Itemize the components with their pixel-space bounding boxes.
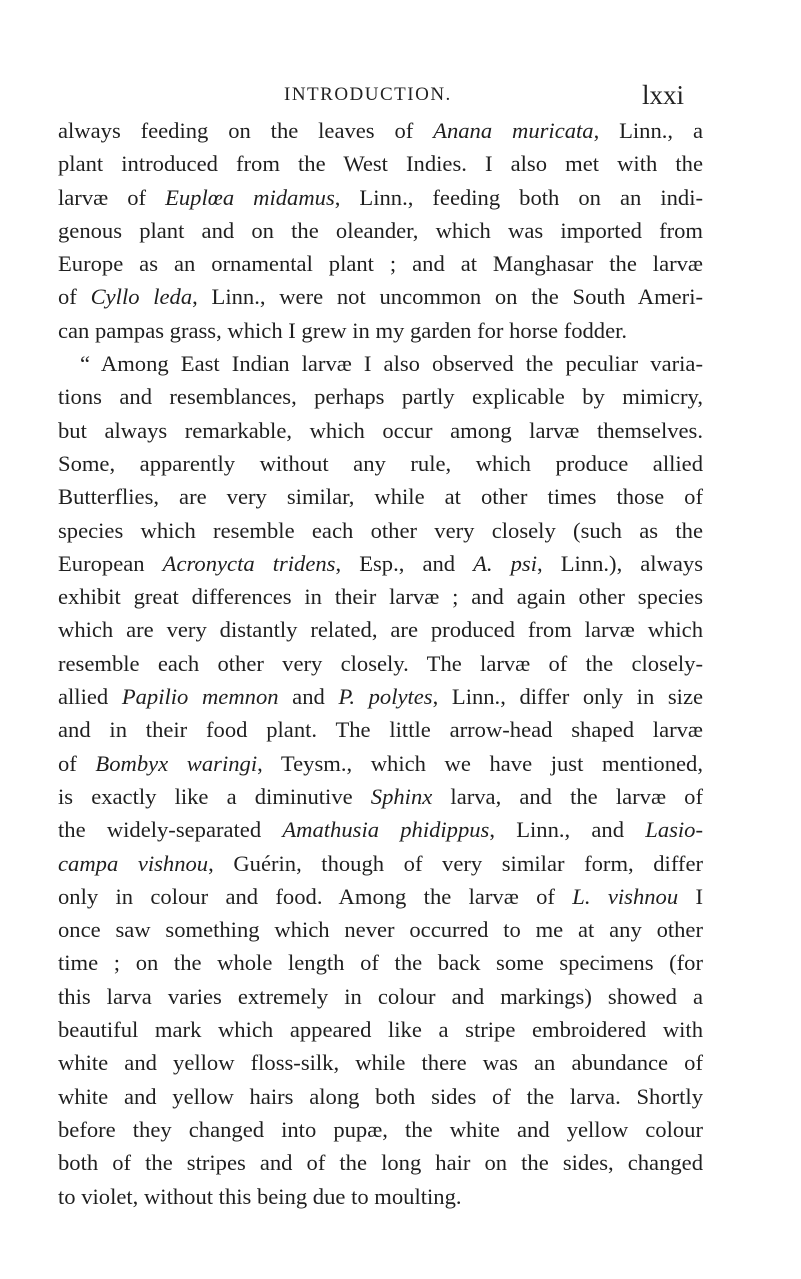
- italic-taxon-name: Euplœa midamus: [165, 184, 335, 210]
- text-run: plant introduced from the West Indies. I also met with the: [58, 151, 703, 177]
- text-run: I: [678, 883, 703, 909]
- text-line: [58, 514, 703, 547]
- text-line: [58, 713, 703, 746]
- text-run: exhibit great differences in their larvæ ; and again other species: [58, 584, 703, 610]
- text-line: [58, 946, 703, 979]
- text-line: [58, 813, 703, 846]
- italic-taxon-name: Anana muricata: [433, 118, 594, 143]
- text-run: , Linn., were not uncommon on the South Ameri-: [192, 284, 703, 310]
- text-line: [58, 214, 703, 247]
- italic-taxon-name: Cyllo leda: [90, 284, 193, 310]
- text-run: larvæ of: [58, 184, 166, 210]
- text-run: white and yellow floss-silk, while there was an abundance of: [58, 1050, 703, 1076]
- text-run: of: [58, 750, 96, 776]
- text-line: [58, 1180, 703, 1213]
- italic-taxon-name: A. psi: [473, 550, 538, 576]
- text-line: [58, 280, 703, 313]
- text-line: [58, 114, 703, 147]
- italic-taxon-name: Acronycta tridens: [162, 550, 336, 576]
- text-run: , Linn., differ only in size: [432, 684, 704, 710]
- text-run: Butterflies, are very similar, while at other times those of: [58, 484, 703, 510]
- text-run: , Linn.), always: [537, 550, 704, 576]
- italic-taxon-name: Bombyx waringi: [95, 750, 258, 776]
- text-line: [58, 1046, 703, 1079]
- text-run: only in colour and food. Among the larvæ of: [58, 883, 573, 909]
- text-run: of: [58, 284, 91, 310]
- italic-taxon-name: campa vishnou: [58, 850, 209, 876]
- text-line: [58, 680, 703, 713]
- text-line: [58, 613, 703, 646]
- text-run: this larva varies extremely in colour and markings) showed a: [58, 983, 703, 1009]
- text-line: [58, 780, 703, 813]
- text-run: both of the stripes and of the long hair on the sides, changed: [58, 1150, 703, 1176]
- italic-taxon-name: L. vishnou: [572, 883, 679, 909]
- text-line: [58, 1013, 703, 1046]
- text-line: [58, 913, 703, 946]
- text-run: , Guérin, though of very similar form, differ: [208, 850, 704, 876]
- text-run: , Linn., and: [489, 817, 646, 843]
- text-line: [58, 880, 703, 913]
- italic-taxon-name: Papilio memnon: [121, 684, 279, 710]
- italic-taxon-name: Amathusia phidippus: [282, 817, 490, 843]
- text-line: [58, 480, 703, 513]
- page-number: lxxi: [642, 80, 685, 110]
- text-run: is exactly like a diminutive: [58, 783, 371, 809]
- text-run: and: [278, 684, 339, 710]
- text-line: [58, 181, 703, 214]
- text-run: tions and resemblances, perhaps partly explicable by mimicry,: [58, 384, 703, 410]
- text-line: [58, 414, 703, 447]
- text-line: [58, 1146, 703, 1179]
- text-run: which are very distantly related, are produced from larvæ which: [58, 617, 703, 643]
- text-run: , Linn., feeding both on an indi-: [334, 184, 703, 210]
- text-run: larva, and the larvæ of: [432, 783, 703, 809]
- text-run: before they changed into pupæ, the white and yellow colour: [58, 1116, 703, 1142]
- running-head-title: INTRODUCTION.: [284, 84, 452, 105]
- text-run: “ Among East Indian larvæ I also observed the peculiar varia-: [80, 351, 703, 377]
- text-line: [58, 580, 703, 613]
- text-run: and in their food plant. The little arrow-head shaped larvæ: [58, 717, 703, 743]
- text-run: Europe as an ornamental plant ; and at Manghasar the larvæ: [58, 251, 703, 277]
- text-run: beautiful mark which appeared like a stripe embroidered with: [58, 1017, 703, 1043]
- text-run: the widely-separated: [58, 817, 283, 843]
- text-run: to violet, without this being due to moulting.: [58, 1183, 462, 1209]
- italic-taxon-name: Sphinx: [370, 783, 433, 809]
- text-run: species which resemble each other very closely (such as the: [58, 517, 703, 543]
- text-line: [58, 247, 703, 280]
- italic-taxon-name: P. polytes: [338, 684, 433, 710]
- body-text: [58, 114, 703, 1213]
- text-line: [58, 1080, 703, 1113]
- text-run: always feeding on the leaves of: [58, 118, 434, 143]
- text-run: but always remarkable, which occur among larvæ themselves.: [58, 417, 703, 443]
- text-run: time ; on the whole length of the back some specimens (for: [58, 950, 703, 976]
- text-line: [58, 547, 703, 580]
- text-line: [58, 1113, 703, 1146]
- text-run: white and yellow hairs along both sides of the larva. Shortly: [58, 1083, 703, 1109]
- text-line: [58, 147, 703, 180]
- text-line: [58, 747, 703, 780]
- text-run: , Linn., a: [593, 118, 703, 143]
- text-line: [58, 447, 703, 480]
- text-line: [58, 380, 703, 413]
- text-run: allied: [58, 684, 122, 710]
- text-run: Some, apparently without any rule, which produce allied: [58, 450, 703, 476]
- text-run: resemble each other very closely. The larvæ of the closely-: [58, 650, 703, 676]
- text-run: European: [58, 550, 163, 576]
- text-line: [58, 647, 703, 680]
- text-run: can pampas grass, which I grew in my garden for horse fodder.: [58, 317, 628, 343]
- text-line: [58, 347, 703, 380]
- text-run: , Teysm., which we have just mentioned,: [257, 750, 703, 776]
- text-run: , Esp., and: [335, 550, 474, 576]
- text-line: [58, 980, 703, 1013]
- text-run: genous plant and on the oleander, which was imported from: [58, 217, 703, 243]
- text-line: [58, 847, 703, 880]
- text-run: once saw something which never occurred to me at any other: [58, 917, 703, 943]
- text-line: [58, 314, 703, 347]
- italic-taxon-name: Lasio-: [645, 817, 704, 843]
